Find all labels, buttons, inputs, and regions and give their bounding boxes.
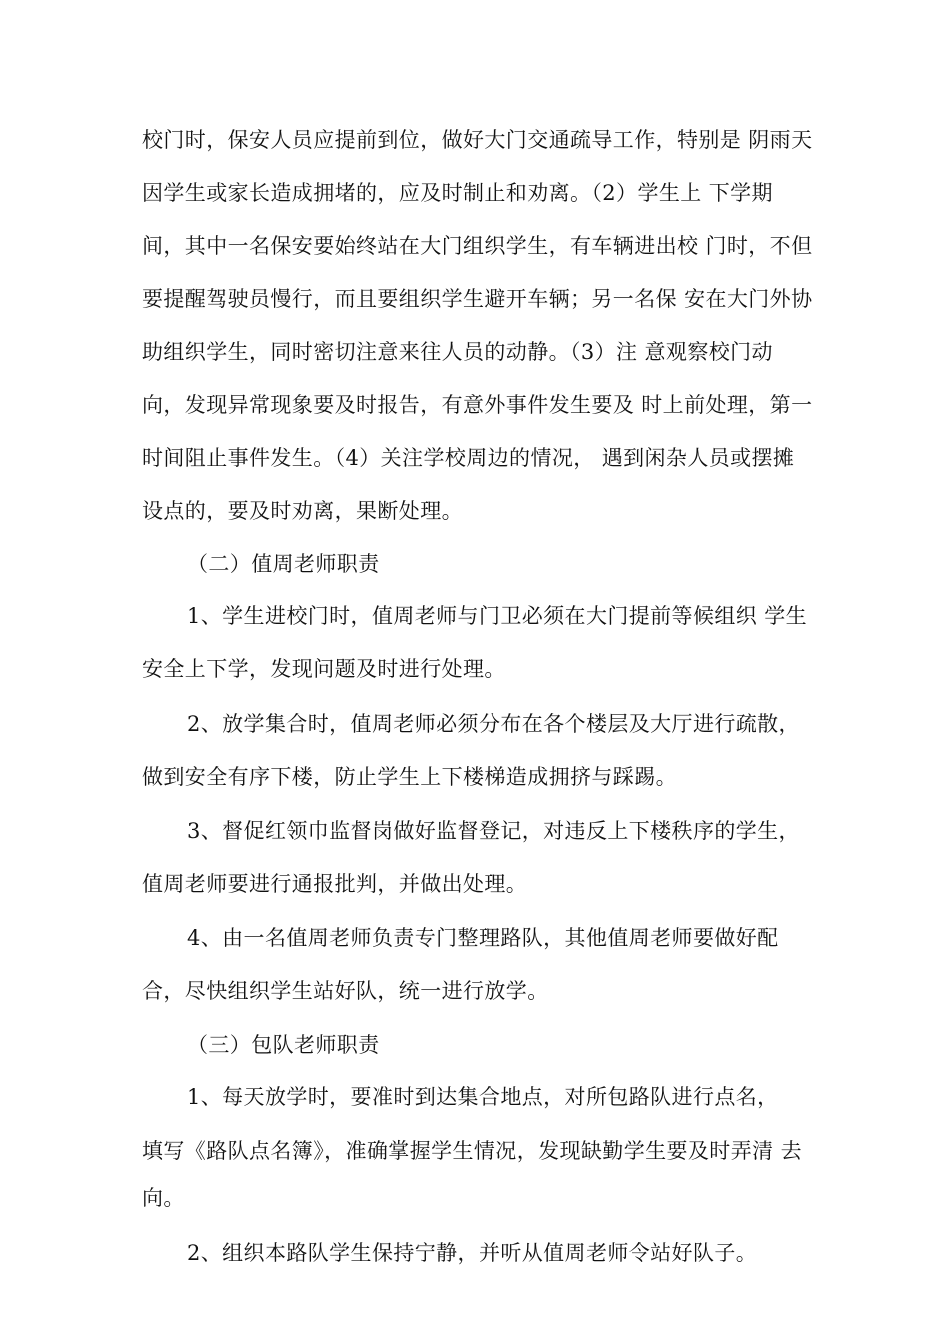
list-item-text: 2、放学集合时，值周老师必须分布在各个楼层及大厅进行疏散， bbox=[187, 712, 800, 736]
body-text-line: 要提醒驾驶员慢行，而且要组织学生避开车辆；另一名保 安在大门外协 bbox=[142, 287, 813, 311]
body-text-line: 时间阻止事件发生。（4）关注学校周边的情况， 遇到闲杂人员或摆摊 bbox=[142, 446, 795, 470]
body-text-line: 设点的，要及时劝离，果断处理。 bbox=[142, 499, 463, 523]
body-text-line: 间，其中一名保安要始终站在大门组织学生，有车辆进出校 门时，不但 bbox=[142, 234, 813, 258]
list-item-text: 3、督促红领巾监督岗做好监督登记，对违反上下楼秩序的学生， bbox=[187, 819, 800, 843]
list-item-text: 向。 bbox=[142, 1186, 185, 1210]
list-item-text: 值周老师要进行通报批判，并做出处理。 bbox=[142, 872, 528, 896]
section-heading: （三）包队老师职责 bbox=[187, 1033, 380, 1057]
list-item-text: 做到安全有序下楼，防止学生上下楼梯造成拥挤与踩踢。 bbox=[142, 765, 677, 789]
body-text-line: 校门时，保安人员应提前到位，做好大门交通疏导工作，特别是 阴雨天 bbox=[142, 128, 813, 152]
list-item-text: 4、由一名值周老师负责专门整理路队，其他值周老师要做好配 bbox=[187, 926, 779, 950]
list-item-text: 1、学生进校门时，值周老师与门卫必须在大门提前等候组织 学生 bbox=[187, 604, 808, 628]
list-item-text: 安全上下学，发现问题及时进行处理。 bbox=[142, 657, 506, 681]
body-text-line: 因学生或家长造成拥堵的，应及时制止和劝离。（2）学生上 下学期 bbox=[142, 181, 773, 205]
body-text-line: 助组织学生，同时密切注意来往人员的动静。（3）注 意观察校门动 bbox=[142, 340, 773, 364]
list-item-text: 1、每天放学时，要准时到达集合地点，对所包路队进行点名， bbox=[187, 1085, 779, 1109]
list-item-text: 2、组织本路队学生保持宁静，并听从值周老师令站好队子。 bbox=[187, 1241, 758, 1265]
list-item-text: 合，尽快组织学生站好队，统一进行放学。 bbox=[142, 979, 549, 1003]
body-text-line: 向，发现异常现象要及时报告，有意外事件发生要及 时上前处理，第一 bbox=[142, 393, 813, 417]
list-item-text: 填写《路队点名簿》，准确掌握学生情况，发现缺勤学生要及时弄清 去 bbox=[142, 1139, 802, 1163]
section-heading: （二）值周老师职责 bbox=[187, 552, 380, 576]
